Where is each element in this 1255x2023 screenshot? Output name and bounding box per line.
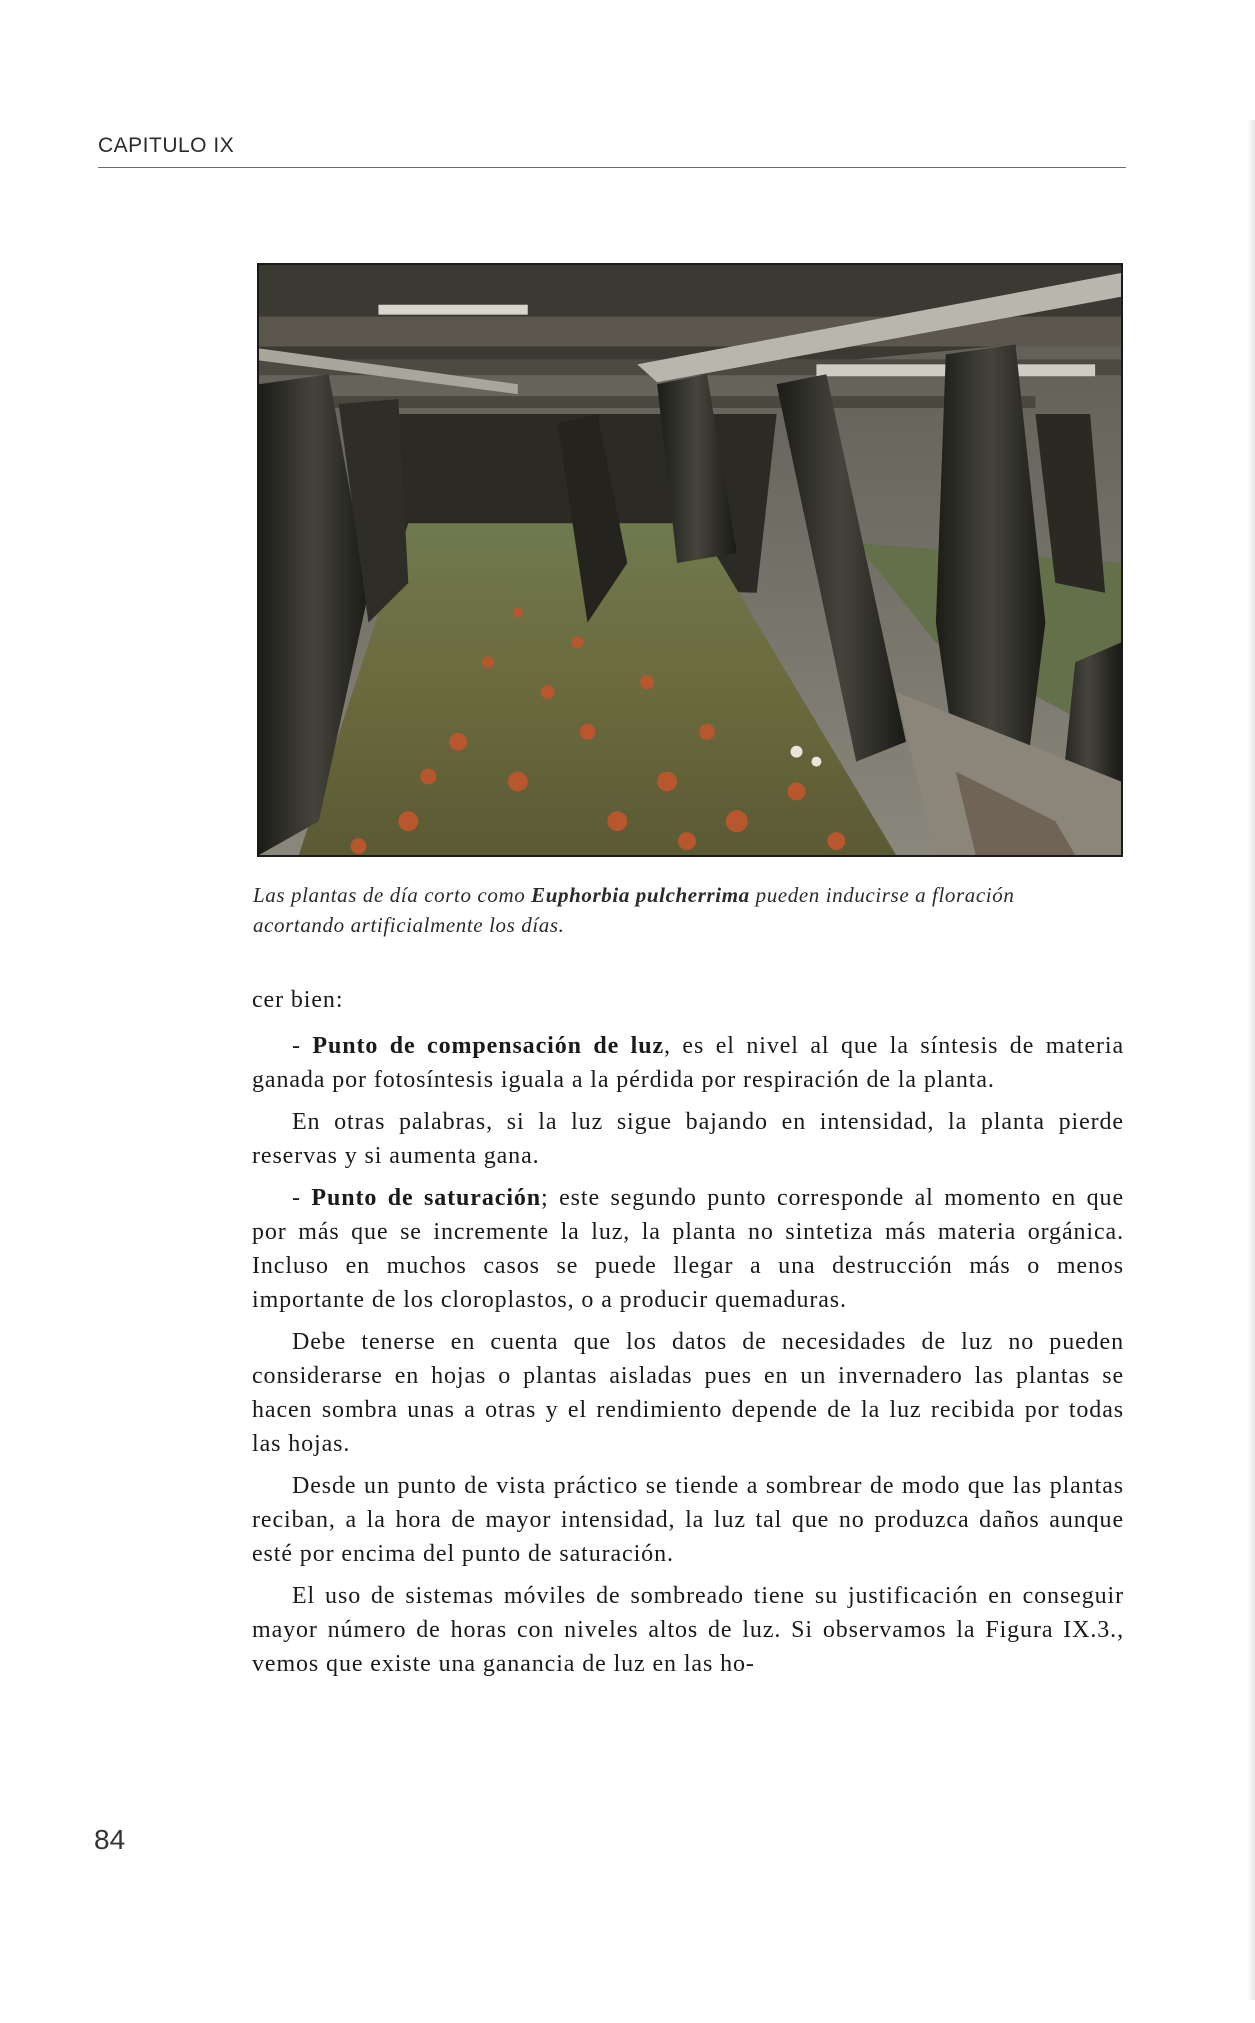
- caption-text-post: pueden inducirse a floración acortando artificialmente los días.: [253, 883, 1015, 937]
- paragraph-6: El uso de sistemas móviles de sombreado tiene su justificación en conseguir mayor número de horas con niveles altos de luz. Si observamos la Figura IX.3., vemos que existe una ganancia de luz en las ho-: [252, 1583, 1124, 1677]
- caption-species: Euphorbia pulcherrima: [531, 883, 750, 907]
- caption-text-pre: Las plantas de día corto como: [253, 883, 532, 907]
- paragraph-3: [252, 1181, 1124, 1317]
- paragraph-2: En otras palabras, si la luz sigue bajando en intensidad, la planta pierde reservas y si aumenta gana.: [252, 1109, 1124, 1169]
- term-compensation-point: Punto de compensación de luz: [312, 1033, 665, 1059]
- greenhouse-photo: [257, 263, 1123, 857]
- header-rule: [98, 167, 1126, 168]
- paragraph-3-rest: ; este segundo punto corresponde al momento en que por más que se incremente la luz, la planta no sintetiza más materia orgánica. Incluso en muchos casos se puede llegar a una destrucción más o menos importante de los cloroplastos, o a producir quemaduras.: [252, 1185, 1124, 1313]
- term-saturation-point: Punto de saturación: [311, 1185, 542, 1211]
- paragraph-0: cer bien:: [252, 987, 344, 1013]
- page-number: 84: [94, 1824, 126, 1855]
- paragraph-1: [252, 1029, 1124, 1097]
- chapter-header: CAPITULO IX: [98, 134, 235, 157]
- paragraph-3-lead: -: [292, 1185, 312, 1211]
- paragraph-5: Desde un punto de vista práctico se tiende a sombrear de modo que las plantas reciban, a la hora de mayor intensidad, la luz tal que no produzca daños aunque esté por encima del punto de saturación.: [252, 1473, 1124, 1567]
- body-text: [252, 983, 1124, 1689]
- paragraph-1-lead: -: [292, 1033, 313, 1059]
- paragraph-1-rest: , es el nivel al que la síntesis de materia ganada por fotosíntesis iguala a la pérdida por respiración de la planta.: [252, 1033, 1125, 1093]
- page-edge-shadow: [1247, 120, 1255, 2000]
- paragraph-4: Debe tenerse en cuenta que los datos de necesidades de luz no pueden considerarse en hojas o plantas aisladas pues en un invernadero las plantas se hacen sombra unas a otras y el rendimiento depende de la luz recibida por todas las hojas.: [252, 1329, 1124, 1457]
- figure-caption: [253, 880, 1083, 940]
- greenhouse-illustration: [259, 265, 1121, 855]
